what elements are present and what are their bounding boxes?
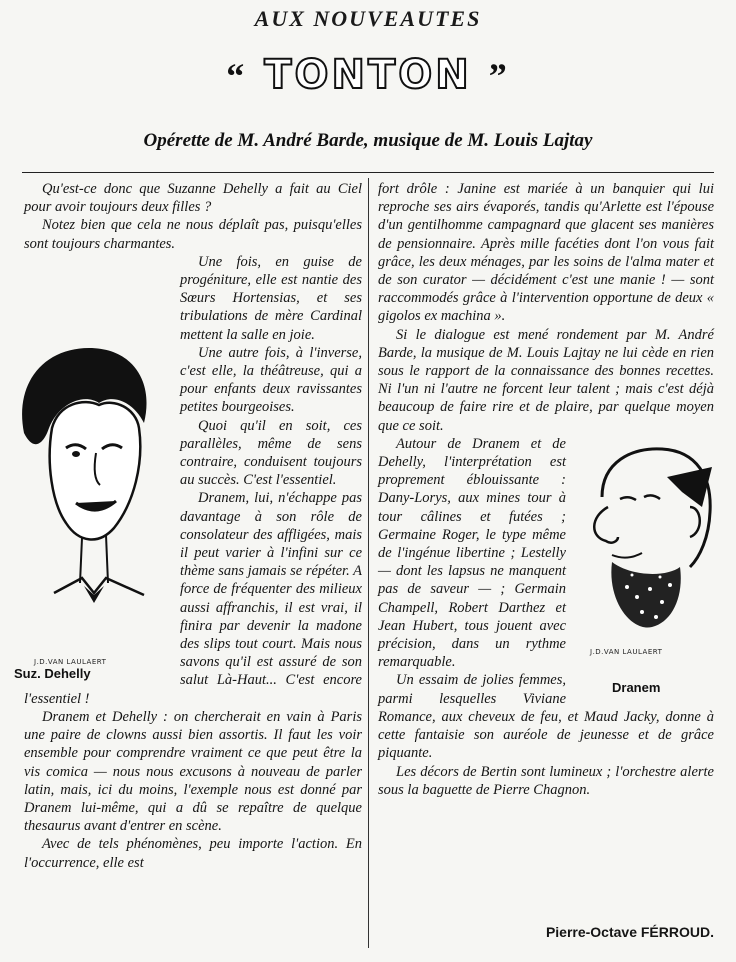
paragraph: Notez bien que cela ne nous déplaît pas, puisqu'elles sont toujours charmantes.: [24, 217, 362, 252]
caricature-woman-icon: [4, 253, 174, 653]
column-divider: [368, 178, 369, 948]
paragraph: Avec de tels phénomènes, peu importe l'action. En l'occurrence, elle est: [24, 836, 362, 871]
section-rubric: AUX NOUVEAUTES: [254, 6, 482, 31]
right-column: [378, 180, 714, 799]
paragraph: Si le dialogue est mené rondement par M. André Barde, la musique de M. Louis Lajtay ne lui cède en rien sous le rapport de la connaissance des bonnes recettes. Ni l'un ni l'autre ne forcent leur talent ; mais c'est déjà beaucoup de faire rire et de plaire, par quelque moyen que ce soit.: [378, 326, 714, 434]
paragraph: Autour de Dranem et de Dehelly, l'interprétation est proprement éblouissante : Dany-Lorys, aux mines tour à tour câlines et futées ; Germaine Roger, le type même de l'ingénue libertine ; Lestelly — dont les lapsus ne manquent pas de saveur — ; Germain Champell, Robert Darthez et Jean Hubert, tous jouent avec précision, dans un rythme remarquable.: [378, 435, 566, 671]
paragraph: fort drôle : Janine est mariée à un banquier qui lui reproche ses airs évaporés, tandis qu'Arlette est l'épouse d'un gentilhomme campagnard que glacent ses manières de pensionnaire. Après mille facéties dont l'on vous fait grâce, les deux ménages, par les soins de l'alma mater et de son curator — décidément c'est une manie ! — sont raccommodés grâce à l'intervention opportune de deux « gigolos ex machina ».: [378, 181, 714, 325]
header-divider: [22, 172, 714, 173]
paragraph: Qu'est-ce donc que Suzanne Dehelly a fait au Ciel pour avoir toujours deux filles ?: [24, 181, 362, 216]
paragraph: Dranem et Dehelly : on chercherait en vain à Paris une paire de clowns aussi bien assortis. Il faut les voir ensemble pour comprendre vraiment ce que peut être la vis comica — nous nous excusons à nouveau de parler latin, mais, ici du moins, l'exemple nous est donné par Dranem lui-même, qui a dû se repaître de quelque thesaurus avant d'entrer en scène.: [24, 708, 362, 835]
paragraph: Quoi qu'il en soit, ces parallèles, même de sens contraire, conduisent toujours au succès. C'est l'essentiel.: [180, 417, 362, 489]
artist-signature-right: J.D.VAN LAULAERT: [590, 647, 663, 656]
dranem-caricature: [572, 437, 722, 701]
paragraph: Une fois, en guise de progéniture, elle est nantie des Sœurs Hortensias, et ses tribulations de mère Cardinal mettent la salle en joie.: [180, 253, 362, 343]
paragraph: Dranem, lui, n'échappe pas davantage à son rôle de consolateur des affligées, mais il peut varier à l'infini sur ce thème sans jamais se répéter. A force de fréquenter des milieux aussi affranchis, il est vrai, il finira par devenir la madone des slips tout court. Mais nous savons qu'il est assuré de son salut Là-Haut... C'est encore l'essentiel !: [24, 490, 362, 707]
dehelly-caricature: [4, 253, 174, 681]
artist-signature-left: J.D.VAN LAULAERT: [34, 657, 107, 666]
paragraph: Un essaim de jolies femmes, parmi lesquelles Viviane Romance, aux cheveux de feu, et Maud Jacky, donne à cette fantaisie son auréole de jeunesse et de grâce piquante.: [378, 672, 714, 762]
author-signature: Pierre-Octave FÉRROUD.: [545, 924, 714, 940]
caricature-man-icon: [572, 437, 722, 667]
paragraph: Les décors de Bertin sont lumineux ; l'orchestre alerte sous la baguette de Pierre Chagnon.: [378, 763, 714, 798]
article-subtitle: Opérette de M. André Barde, musique de M. Louis Lajtay: [143, 130, 593, 151]
caption-dranem: Dranem: [612, 679, 661, 695]
title-text: TONTON: [264, 52, 472, 98]
left-column: [14, 180, 362, 872]
caption-dehelly: Suz. Dehelly: [14, 665, 91, 681]
close-quote: ”: [488, 56, 510, 96]
article-title: [0, 52, 736, 98]
paragraph: Une autre fois, à l'inverse, c'est elle, la théâtreuse, qui a pour enfants deux ravissantes petites bourgeoises.: [180, 344, 362, 416]
open-quote: “: [226, 56, 248, 96]
